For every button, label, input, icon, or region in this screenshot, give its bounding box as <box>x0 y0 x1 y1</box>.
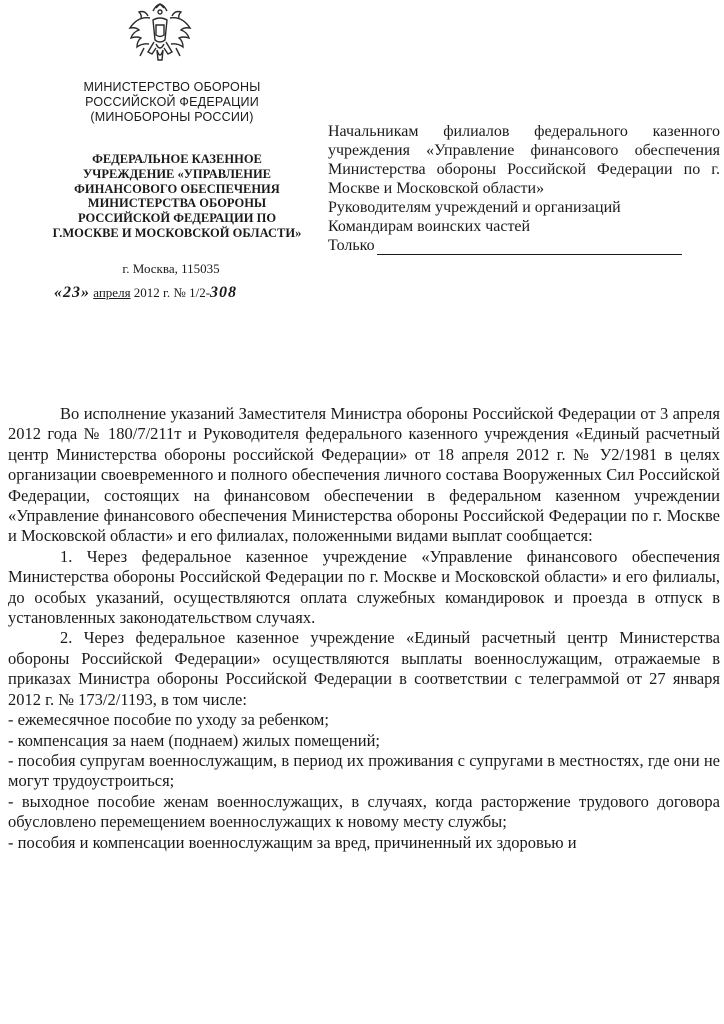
city-postcode: г. Москва, 115035 <box>122 261 220 276</box>
ministry-line: (МИНОБОРОНЫ РОССИИ) <box>90 110 254 124</box>
agency-line: ФЕДЕРАЛЬНОЕ КАЗЕННОЕ <box>92 152 262 166</box>
ministry-name <box>74 80 270 125</box>
agency-line: МИНИСТЕРСТВА ОБОРОНЫ <box>87 196 267 211</box>
addressee-only <box>328 236 720 255</box>
paragraph-2: 2. Через федеральное казенное учреждение «Единый расчетный центр Министерства обороны Российской Федерации» осуществляются выплаты военнослужащим, отражаемые в приказах Министра обороны Российской Федерации в соответствии с телеграммой от 27 января 2012 г. № 173/2/1193, в том числе: <box>8 628 720 709</box>
ministry-line: РОССИЙСКОЙ ФЕДЕРАЦИИ <box>85 95 259 109</box>
list-item: - компенсация за наем (поднаем) жилых помещений; <box>8 730 380 750</box>
outgoing-number-handwritten: 308 <box>210 284 238 301</box>
addressee-commanders: Командирам воинских частей <box>328 218 531 235</box>
only-label: Только <box>328 237 375 254</box>
list-item: - пособия и компенсации военнослужащим за вред, причиненный их здоровью и <box>8 832 577 852</box>
agency-name <box>46 152 308 241</box>
list-item: - ежемесячное пособие по уходу за ребенком; <box>8 710 329 730</box>
addressee-branches: Начальникам филиалов федерального казенного учреждения «Управление финансового обеспечения Министерства обороны Российской Федерации по г. Москве и Московской области» <box>328 123 720 197</box>
outgoing-month: апреля <box>93 285 131 300</box>
outgoing-year: 2012 г. № <box>133 285 186 300</box>
paragraph-1: 1. Через федеральное казенное учреждение «Управление финансового обеспечения Министерства обороны Российской Федерации по г. Москве и Московской области» и его филиалы, до особых указаний, осуществляются оплата служебных командировок и проезда в отпуск в установленных законодательством случаях. <box>8 546 720 628</box>
outgoing-number <box>54 284 314 302</box>
ministry-line: МИНИСТЕРСТВО ОБОРОНЫ <box>83 80 261 94</box>
outgoing-day: «23» <box>54 284 90 301</box>
letter-body <box>8 404 720 853</box>
agency-line: УЧРЕЖДЕНИЕ «УПРАВЛЕНИЕ <box>82 166 272 181</box>
outgoing-number-prefix: 1/2- <box>189 285 211 300</box>
agency-line: Г.МОСКВЕ И МОСКОВСКОЙ ОБЛАСТИ» <box>52 225 302 240</box>
agency-line: ФИНАНСОВОГО ОБЕСПЕЧЕНИЯ <box>74 181 280 196</box>
list-item: - выходное пособие женам военнослужащих, в случаях, когда расторжение трудового договора обусловлено перемещением военнослужащих к новому месту службы; <box>8 791 720 832</box>
double-headed-eagle-emblem-icon <box>126 2 194 68</box>
intro-paragraph: Во исполнение указаний Заместителя Министра обороны Российской Федерации от 3 апреля 2012 года № 180/7/211т и Руководителя федерального казенного учреждения «Единый расчетный центр Министерства обороны российской Федерации» от 18 апреля 2012 г. № У2/1981 в целях организации своевременного и полного обеспечения личного состава Вооруженных Сил Российской Федерации, состоящих на финансовом обеспечении в федеральном казенном учреждении «Управление финансового обеспечения Министерства обороны Российской Федерации по г. Москве и Московской области» и его филиалах, положенными видами выплат сообщается: <box>8 404 720 546</box>
agency-line: РОССИЙСКОЙ ФЕДЕРАЦИИ ПО <box>77 211 277 226</box>
list-item: - пособия супругам военнослужащим, в период их проживания с супругами в местностях, где они не могут трудоустроиться; <box>8 750 720 791</box>
addressee-heads: Руководителям учреждений и организаций <box>328 199 621 216</box>
only-blank-line <box>377 236 682 255</box>
addressee-block <box>328 122 720 255</box>
